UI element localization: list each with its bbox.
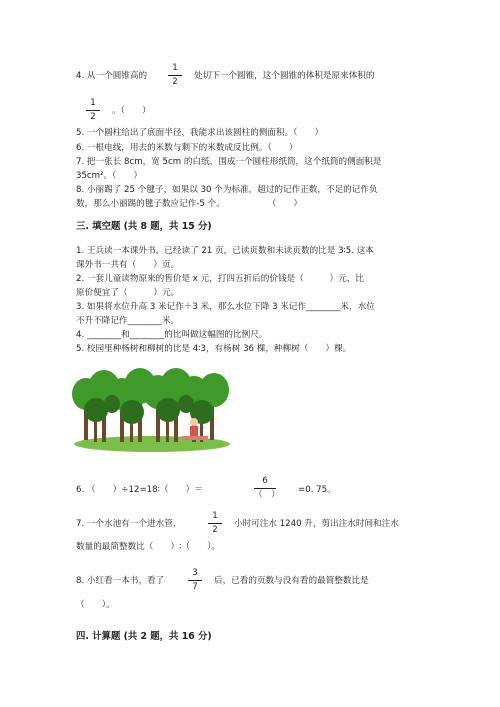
q6-text: 6. 一根电线，用去的米数与剩下的米数成反比例。（ ）	[76, 143, 298, 153]
fill8-line2: （ ）。	[76, 600, 115, 610]
fill5-text: 5. 校园里种杨树和柳树的比是 4∶3，有杨树 36 棵，种柳树（ ）棵。	[76, 344, 352, 354]
q8-line1: 8. 小丽踢了 25 个毽子，如果以 30 个为标准，超过的记作正数，不足的记作负	[76, 185, 378, 195]
q4-answer-paren: 。（ ）	[112, 106, 151, 116]
q4-fraction2-numerator: 1	[90, 98, 96, 108]
fill6-fraction	[254, 476, 280, 501]
fill7-fraction-numerator: 1	[212, 511, 218, 521]
q7-line1: 7. 把一张长 8cm，宽 5cm 的白纸，围成一个圆柱形纸筒，这个纸筒的侧面积是	[76, 157, 382, 167]
fill1-line1: 1. 王兵读一本课外书，已经读了 21 页，已读页数和未读页数的比是 3∶5. 这本	[76, 246, 374, 256]
fill7-fraction	[208, 511, 222, 536]
fill8-fraction	[188, 568, 202, 593]
fill6-left: 6. （ ）÷12=18∶（ ）＝	[76, 485, 203, 495]
trees-illustration	[72, 364, 232, 454]
fill7-text-start: 7. 一个水池有一个进水管，	[76, 519, 182, 529]
fill4-text: 4. ________和________的比叫做这幅图的比例尺。	[76, 330, 268, 340]
fill1-line2: 课外书一共有（ ）页。	[76, 260, 180, 270]
q4-text-end: 处切下一个圆锥，这个圆锥的体积是原来体积的	[194, 71, 375, 81]
fill2-line1: 2. 一套儿童读物原来的售价是 x 元，打四五折后的价钱是（ ）元，比	[76, 274, 364, 284]
fill8-fraction-numerator: 3	[192, 568, 198, 578]
fill7-text-end: 小时可注水 1240 升，剪出注水时间和注水	[234, 519, 399, 529]
q4-fraction2-denominator: 2	[90, 112, 96, 122]
fill3-line2: 不升不降记作________米。	[76, 316, 180, 326]
q7-line2: 35cm²。（ ）	[76, 171, 143, 181]
fill7-line2: 数量的最简整数比（ ）∶（ ）。	[76, 542, 221, 552]
fill2-line2: 原价便宜了（ ）元。	[76, 288, 180, 298]
fill8-text-end: 后，已看的页数与没有看的最简整数比是	[214, 576, 369, 586]
fill8-fraction-denominator: 7	[192, 582, 198, 592]
q4-fraction-numerator: 1	[172, 63, 178, 73]
q4-fraction-denominator: 2	[172, 77, 178, 87]
q4-text-start: 4. 从一个圆锥高的	[76, 71, 148, 81]
section-4-heading: 四. 计算题 (共 2 题，共 16 分)	[76, 631, 212, 642]
section-3-heading: 三. 填空题 (共 8 题，共 15 分)	[76, 221, 212, 232]
fill6-right: =0. 75。	[298, 485, 336, 495]
fill6-fraction-numerator: 6	[262, 476, 268, 486]
q5-text: 5. 一个圆柱给出了底面半径，我能求出该圆柱的侧面积。（ ）	[76, 128, 324, 138]
q4-fraction-2	[86, 98, 100, 123]
q8-line2: 数，那么小丽踢的毽子数应记作-5 个。 （ ）	[76, 199, 303, 209]
fill8-text-start: 8. 小红看一本书，看了	[76, 576, 165, 586]
fill6-fraction-denominator: （ ）	[254, 490, 280, 500]
fill3-line1: 3. 如果将水位升高 3 米记作＋3 米，那么水位下降 3 米记作________米，水位	[76, 302, 375, 312]
fill7-fraction-denominator: 2	[212, 525, 218, 535]
q4-fraction	[168, 63, 182, 88]
